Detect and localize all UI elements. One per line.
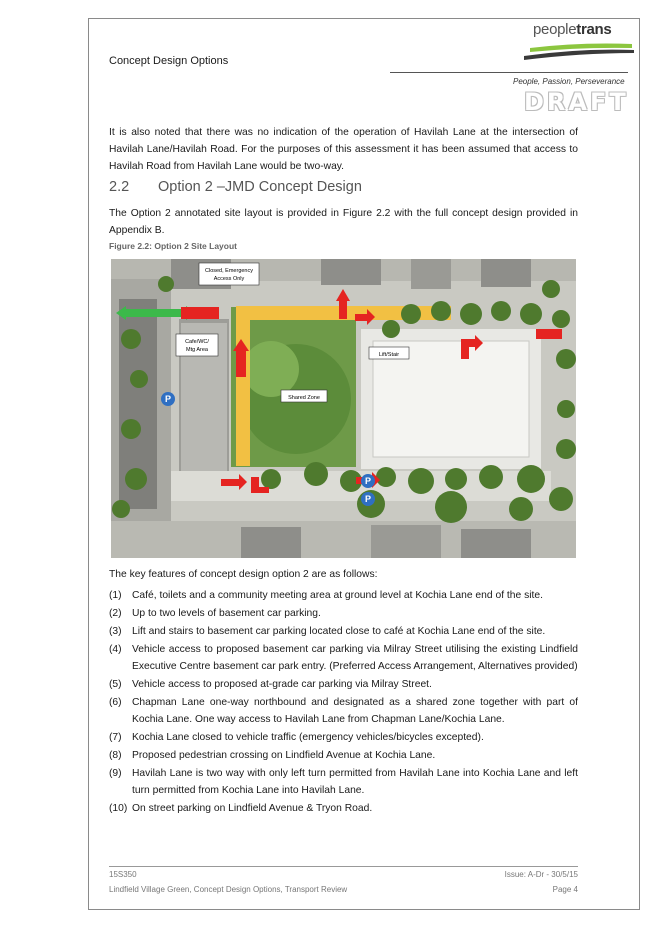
list-item: (10) On street parking on Lindfield Avenue & Tryon Road. [109, 803, 373, 814]
list-item: (8) Proposed pedestrian crossing on Lindfield Avenue at Kochia Lane. [109, 750, 436, 761]
section-number: 2.2 [109, 179, 130, 195]
figure-caption: Figure 2.2: Option 2 Site Layout [109, 241, 237, 251]
svg-text:P: P [164, 394, 172, 404]
header-title: Concept Design Options [109, 55, 229, 67]
list-item: (9) Havilah Lane is two way with only left turn permitted from Havilah Lane into Kochia Lane and left turn permitted from Kochia Lane into Havilah Lane. [109, 768, 578, 796]
svg-text:Shared Zone: Shared Zone [288, 395, 320, 401]
features-list [109, 587, 578, 818]
draft-watermark: DRAFT [524, 88, 629, 116]
footer-ref: 15S350 [109, 870, 137, 879]
list-item: (2) Up to two levels of basement car parking. [109, 608, 321, 619]
svg-text:P: P [364, 494, 372, 504]
site-layout-figure [111, 259, 576, 558]
tagline: People, Passion, Perseverance [513, 77, 625, 86]
paragraph-havilah: It is also noted that there was no indication of the operation of Havilah Lane at the intersection of Havilah Lane/Havilah Road. For the purposes of this assessment it has been assumed that access to Havilah Road from Havilah Lane would be two-way. [109, 127, 578, 172]
list-item: (4) Vehicle access to proposed basement car parking via Milray Street utilising the existing Lindfield Executive Centre basement car park entry. (Preferred Access Arrangement, Alternatives provided) [109, 644, 578, 672]
svg-text:Closed, Emergency: Closed, Emergency [205, 268, 253, 274]
svg-text:Lift/Stair: Lift/Stair [378, 352, 400, 358]
svg-text:P: P [364, 476, 372, 486]
section-title: Option 2 –JMD Concept Design [158, 179, 362, 195]
svg-text:Access Only: Access Only [213, 276, 245, 282]
paragraph-option2: The Option 2 annotated site layout is provided in Figure 2.2 with the full concept design provided in Appendix B. [109, 208, 578, 236]
features-intro: The key features of concept design option 2 are as follows: [109, 569, 378, 580]
footer-rule [109, 866, 578, 867]
header-rule [390, 72, 628, 73]
list-item: (7) Kochia Lane closed to vehicle traffic (emergency vehicles/bicycles excepted). [109, 732, 484, 743]
footer-page-number: Page 4 [552, 885, 578, 894]
list-item: (6) Chapman Lane one-way northbound and designated as a shared zone together with part of Kochia Lane. One way access to Havilah Lane from Chapman Lane/Kochia Lane. [109, 697, 578, 725]
list-item: (5) Vehicle access to proposed at-grade car parking via Milray Street. [109, 679, 432, 690]
list-item: (3) Lift and stairs to basement car parking located close to café at Kochia Lane end of the site. [109, 626, 546, 637]
logo-text: peopletrans [533, 21, 612, 38]
svg-text:Cafe/WC/: Cafe/WC/ [185, 339, 209, 345]
svg-text:Mtg Area: Mtg Area [185, 347, 209, 353]
footer-doc-title: Lindfield Village Green, Concept Design Options, Transport Review [109, 885, 348, 894]
footer-issue: Issue: A-Dr - 30/5/15 [504, 870, 578, 879]
list-item: (1) Café, toilets and a community meeting area at ground level at Kochia Lane end of the site. [109, 590, 543, 601]
